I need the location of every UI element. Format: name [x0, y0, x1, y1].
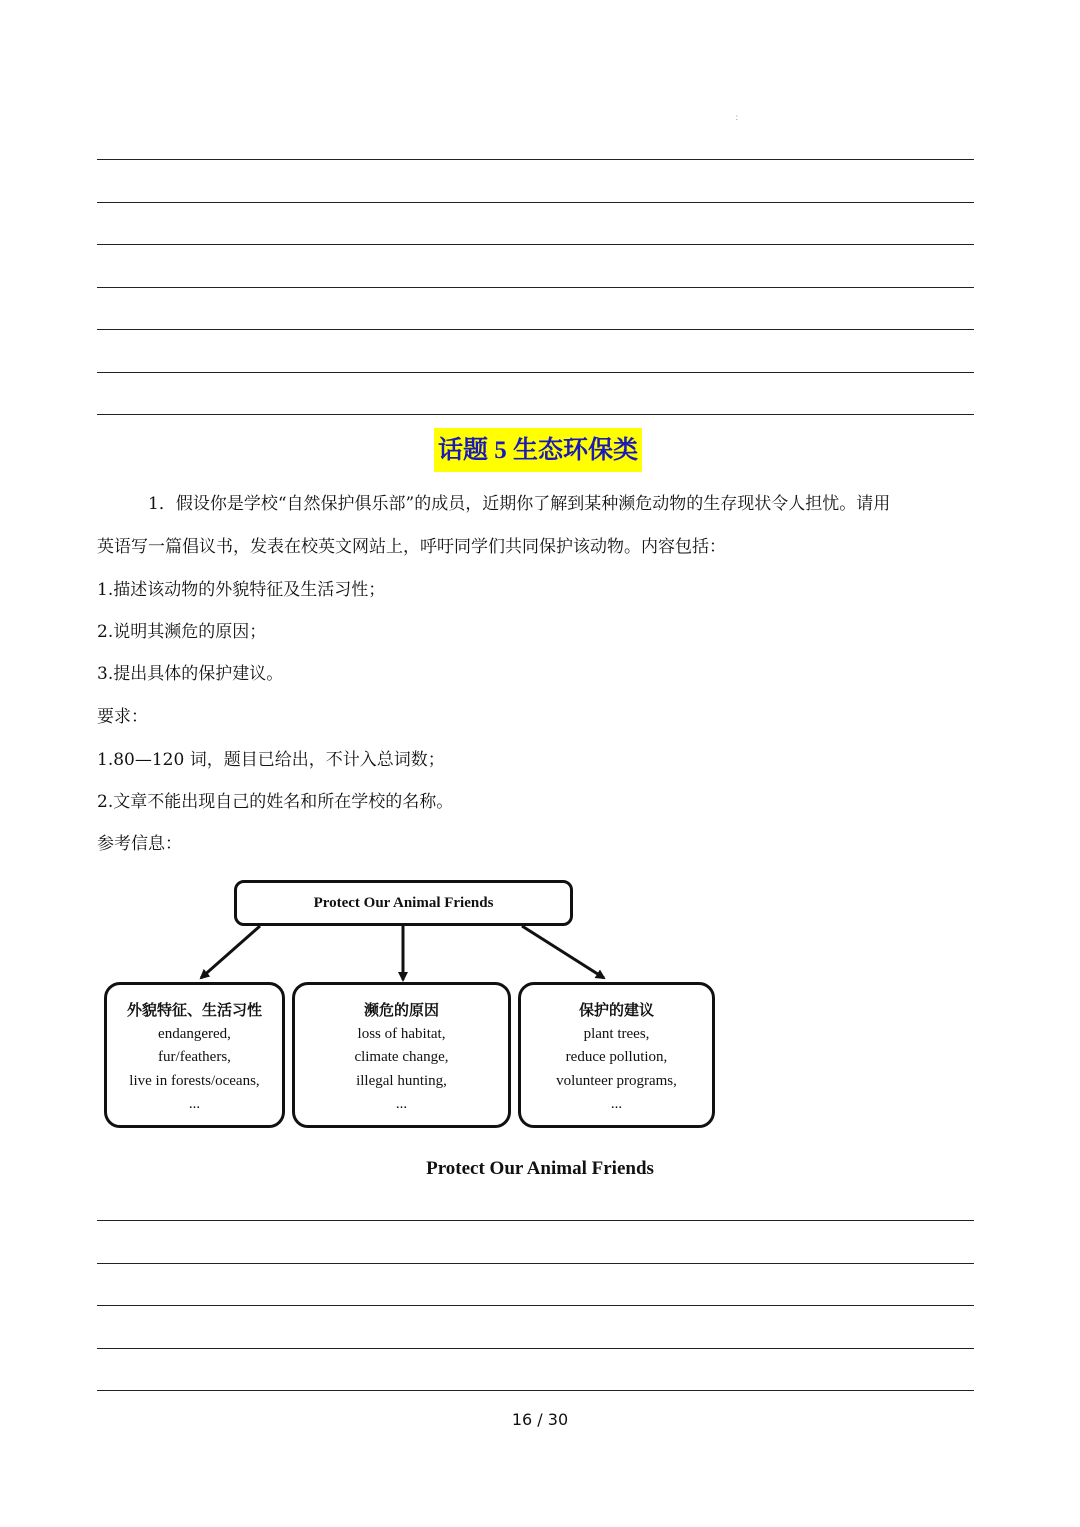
arrow-left [201, 926, 260, 978]
reference-label: 参考信息： [97, 834, 182, 854]
diagram-box-causes [292, 982, 511, 1128]
box-line: plant trees, [583, 1025, 650, 1042]
writing-line [97, 1220, 974, 1221]
requirement-item: 2.文章不能出现自己的姓名和所在学校的名称。 [97, 792, 454, 812]
box-line: volunteer programs, [556, 1072, 677, 1089]
box-heading: 外貌特征、生活习性 [126, 1001, 262, 1019]
page-number: 16 / 30 [511, 1410, 569, 1429]
box-line: reduce pollution, [565, 1049, 668, 1065]
box-line: ... [610, 1096, 623, 1112]
topic-label: 话题 [438, 435, 489, 464]
diagram-root-box: Protect Our Animal Friends [234, 880, 573, 926]
box-line: fur/feathers, [158, 1049, 231, 1065]
arrow-right [522, 926, 604, 978]
box-heading: 保护的建议 [578, 1001, 654, 1019]
topic-number: 5 [494, 437, 507, 464]
writing-line [97, 1348, 974, 1349]
requirements-label: 要求： [97, 707, 148, 727]
topic-title: 生态环保类 [513, 435, 639, 464]
requirement-item: 1.80—120 词，题目已给出，不计入总词数； [97, 750, 445, 770]
box-line: endangered, [158, 1025, 231, 1042]
content-item: 2.说明其濒危的原因； [97, 622, 267, 642]
writing-line [97, 1390, 974, 1391]
scan-mark: ： [735, 113, 743, 122]
task-intro-line-1: 1．假设你是学校“自然保护俱乐部”的成员，近期你了解到某种濒危动物的生存现状令人担忧。请用 [148, 494, 891, 514]
content-item: 3.提出具体的保护建议。 [97, 664, 284, 684]
diagram-box-suggestions [518, 982, 715, 1128]
box-line: loss of habitat, [357, 1025, 446, 1042]
box-line: ... [395, 1096, 408, 1112]
box-line: illegal hunting, [356, 1072, 447, 1089]
writing-line [97, 1263, 974, 1264]
essay-title: Protect Our Animal Friends [426, 1158, 654, 1179]
box-line: live in forests/oceans, [129, 1072, 260, 1089]
content-item: 1.描述该动物的外貌特征及生活习性； [97, 580, 386, 600]
writing-line [97, 1305, 974, 1306]
box-line: ... [188, 1096, 201, 1112]
diagram-box-appearance [104, 982, 285, 1128]
task-intro-line-2: 英语写一篇倡议书，发表在校英文网站上，呼吁同学们共同保护该动物。内容包括： [97, 537, 726, 557]
box-heading: 濒危的原因 [363, 1001, 439, 1019]
box-line: climate change, [354, 1049, 449, 1065]
